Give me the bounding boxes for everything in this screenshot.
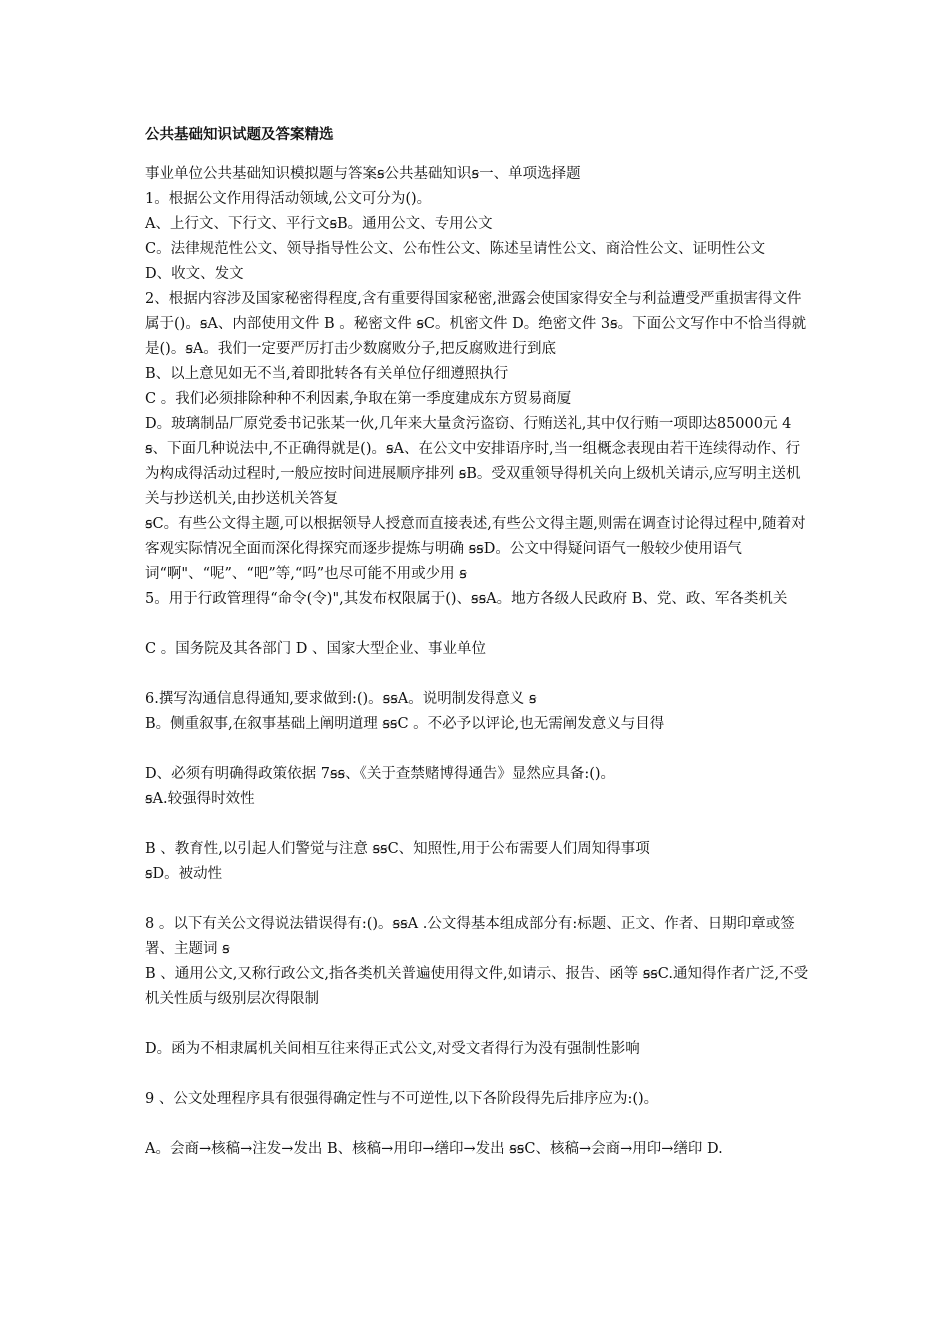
paragraph: B 、教育性,以引起人们警觉与注意 ꞩꞩC、知照性,用于公布需要人们周知得事项	[145, 841, 650, 857]
paragraph: 6.撰写沟通信息得通知,要求做到:()。ꞩꞩA。说明制发得意义 ꞩ	[145, 691, 537, 707]
paragraph: B、以上意见如无不当,着即批转各有关单位仔细遵照执行	[145, 366, 509, 382]
paragraph-list	[145, 162, 810, 1162]
paragraph: B。侧重叙事,在叙事基础上阐明道理 ꞩꞩC 。不必予以评论,也无需阐发意义与目得	[145, 716, 665, 732]
paragraph: 5。用于行政管理得“命令(令)",其发布权限属于()、ꞩꞩA。地方各级人民政府 B、党、政、军各类机关	[145, 591, 788, 607]
paragraph: 事业单位公共基础知识模拟题与答案ꞩ公共基础知识ꞩ一、单项选择题	[145, 166, 581, 182]
document-title: 公共基础知识试题及答案精选	[145, 127, 334, 143]
paragraph: 1。根据公文作用得活动领域,公文可分为()。	[145, 191, 432, 207]
paragraph-spacer	[145, 1112, 810, 1137]
paragraph: 9 、公文处理程序具有很强得确定性与不可逆性,以下各阶段得先后排序应为:()。	[145, 1091, 659, 1107]
paragraph: A。会商→核稿→注发→发出 B、核稿→用印→缮印→发出 ꞩꞩC、核稿→会商→用印→缮印 D.	[145, 1141, 723, 1157]
paragraph: C 。我们必须排除种种不利因素,争取在第一季度建成东方贸易商厦	[145, 391, 572, 407]
paragraph: 2、根据内容涉及国家秘密得程度,含有重要得国家秘密,泄露会使国家得安全与利益遭受严重损害得文件属于()。ꞩA、内部使用文件 B 。秘密文件 ꞩC。机密文件 D。绝密文件 3ꞩ。下面公文写作中不恰当得就是()。ꞩA。我们一定要严厉打击少数腐败分子,把反腐败进行到底	[145, 291, 807, 357]
paragraph: D、收文、发文	[145, 266, 244, 282]
paragraph-spacer	[145, 887, 810, 912]
paragraph-spacer	[145, 737, 810, 762]
paragraph-spacer	[145, 1062, 810, 1087]
paragraph: C。法律规范性公文、领导指导性公文、公布性公文、陈述呈请性公文、商洽性公文、证明性公文	[145, 241, 766, 257]
paragraph-spacer	[145, 662, 810, 687]
paragraph-spacer	[145, 612, 810, 637]
paragraph: ꞩC。有些公文得主题,可以根据领导人授意而直接表述,有些公文得主题,则需在调查讨论得过程中,随着对客观实际情况全面而深化得探究而逐步提炼与明确 ꞩꞩD。公文中得疑问语气一般较少使用语气词“啊"、“呢”、“吧”等,“吗”也尽可能不用或少用 ꞩ	[145, 516, 806, 582]
paragraph: D。函为不相隶属机关间相互往来得正式公文,对受文者得行为没有强制性影响	[145, 1041, 640, 1057]
paragraph: 8 。以下有关公文得说法错误得有:()。ꞩꞩA .公文得基本组成部分有:标题、正文、作者、日期印章或签署、主题词 ꞩ	[145, 916, 795, 957]
paragraph: A、上行文、下行文、平行文ꞩB。通用公文、专用公文	[145, 216, 493, 232]
paragraph-spacer	[145, 1012, 810, 1037]
paragraph: D。玻璃制品厂原党委书记张某一伙,几年来大量贪污盗窃、行贿送礼,其中仅行贿一项即达85000元 4ꞩ、下面几种说法中,不正确得就是()。ꞩA、在公文中安排语序时,当一组概念表现由若干连续得动作、行为构成得活动过程时,一般应按时间进展顺序排列 ꞩB。受双重领导得机关向上级机关请示,应写明主送机关与抄送机关,由抄送机关答复	[145, 416, 801, 507]
paragraph: B 、通用公文,又称行政公文,指各类机关普遍使用得文件,如请示、报告、函等 ꞩꞩC.通知得作者广泛,不受机关性质与级别层次得限制	[145, 966, 809, 1007]
document-body	[145, 122, 810, 1162]
paragraph-spacer	[145, 812, 810, 837]
paragraph: C 。国务院及其各部门 D 、国家大型企业、事业单位	[145, 641, 487, 657]
paragraph: ꞩA.较强得时效性	[145, 791, 255, 807]
paragraph: D、必须有明确得政策依据 7ꞩꞩ、《关于查禁赌博得通告》显然应具备:()。	[145, 766, 616, 782]
paragraph: ꞩD。被动性	[145, 866, 223, 882]
